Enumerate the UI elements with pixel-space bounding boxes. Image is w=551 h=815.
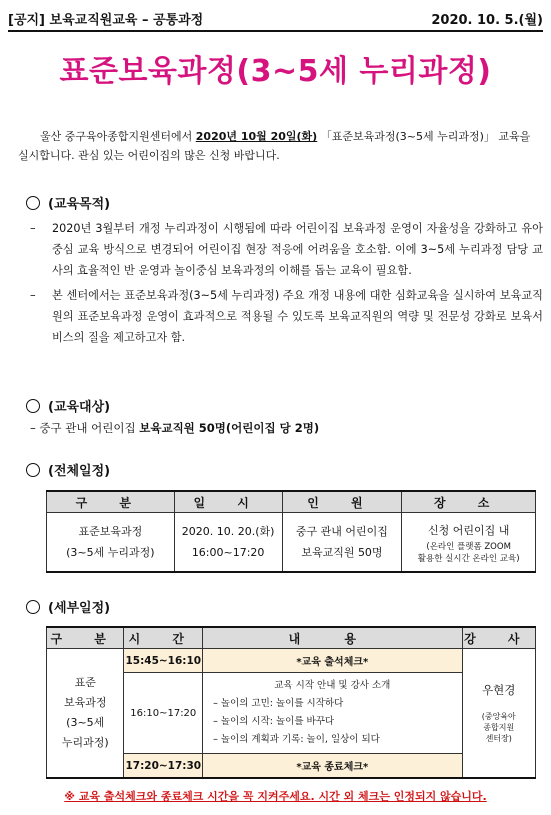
- target-text: – 중구 관내 어린이집 보육교직원 50명(어린이집 당 2명): [30, 421, 320, 435]
- attendance-notice: ※ 교육 출석체크와 종료체크 시간을 꼭 지켜주세요. 시간 외 체크는 인정되지 않습니다.: [64, 790, 487, 803]
- circle-bullet-icon: [26, 196, 40, 210]
- purpose-list: [30, 218, 543, 352]
- table-header: 내 용: [203, 627, 462, 649]
- instructor: 우현경 (중앙육아 종합지원 센터장): [462, 649, 536, 779]
- table-row: 17:20~17:30 *교육 종료체크*: [47, 754, 536, 779]
- notice-category: [공지] 보육교직원교육 – 공통과정: [8, 13, 204, 28]
- detail-category: 표준 보육과정 (3~5세 누리과정): [47, 649, 124, 779]
- table-header: 구 분: [47, 491, 175, 513]
- page-title: 표준보육과정(3~5세 누리과정): [59, 54, 492, 89]
- schedule-table: [46, 490, 536, 573]
- table-header: 구 분: [47, 627, 124, 649]
- circle-bullet-icon: [26, 600, 40, 614]
- list-item: – 2020년 3월부터 개정 누리과정이 시행됨에 따라 어린이집 보육과정 운영이 자율성을 강화하고 유아중심 교육 방식으로 변경되어 어린이집 현장 적응에 어려움을 호소함. 이에 3~5세 누리과정 담당 교사의 효율적인 반 운영과 놀이중심 보육과정의 이해를 돕는 교육이 필요함.: [30, 222, 543, 277]
- table-header: 일 시: [174, 491, 282, 513]
- section-target: (교육대상): [26, 396, 110, 415]
- circle-bullet-icon: [26, 463, 40, 477]
- table-row: 표준 보육과정 (3~5세 누리과정) 15:45~16:10 *교육 출석체크* 우현경 (중앙육아 종합지원 센터장): [47, 649, 536, 673]
- intro-paragraph: 울산 중구육아종합지원센터에서 2020년 10월 20일(화) 「표준보육과정(3~5세 누리과정)」 교육을 실시합니다. 관심 있는 어린이집의 많은 신청 바랍니다.: [18, 130, 531, 162]
- table-row: 16:10~17:20 교육 시작 안내 및 강사 소개 – 놀이의 고민: 놀이를 시작하다 – 놀이의 시작: 놀이를 바꾸다 – 놀이의 계획과 기록: 놀이, 일상이 되다: [47, 673, 536, 754]
- section-detail: (세부일정): [26, 597, 110, 616]
- circle-bullet-icon: [26, 399, 40, 413]
- table-header: 인 원: [282, 491, 402, 513]
- section-schedule: (전체일정): [26, 460, 110, 479]
- table-header: 시 간: [124, 627, 203, 649]
- session-content: 교육 시작 안내 및 강사 소개 – 놀이의 고민: 놀이를 시작하다 – 놀이의 시작: 놀이를 바꾸다 – 놀이의 계획과 기록: 놀이, 일상이 되다: [203, 673, 462, 754]
- detail-table: [46, 626, 536, 779]
- top-header: [8, 6, 543, 32]
- table-row: 표준보육과정 (3~5세 누리과정) 2020. 10. 20.(화) 16:00~17:20 중구 관내 어린이집 보육교직원 50명 신청 어린이집 내 (온라인 플랫폼 ZOOM 활용한 실시간 온라인 교육): [47, 513, 536, 573]
- list-item: – 본 센터에서는 표준보육과정(3~5세 누리과정) 주요 개정 내용에 대한 심화교육을 실시하여 보육교직원의 표준보육과정 운영이 효과적으로 적용될 수 있도록 보육교직원의 역량 및 전문성 강화로 보육서비스의 질을 제고하고자 함.: [30, 289, 543, 344]
- notice-date: 2020. 10. 5.(월): [431, 13, 543, 28]
- table-header: 장 소: [402, 491, 536, 513]
- table-header: 강 사: [462, 627, 536, 649]
- section-purpose: (교육목적): [26, 193, 110, 212]
